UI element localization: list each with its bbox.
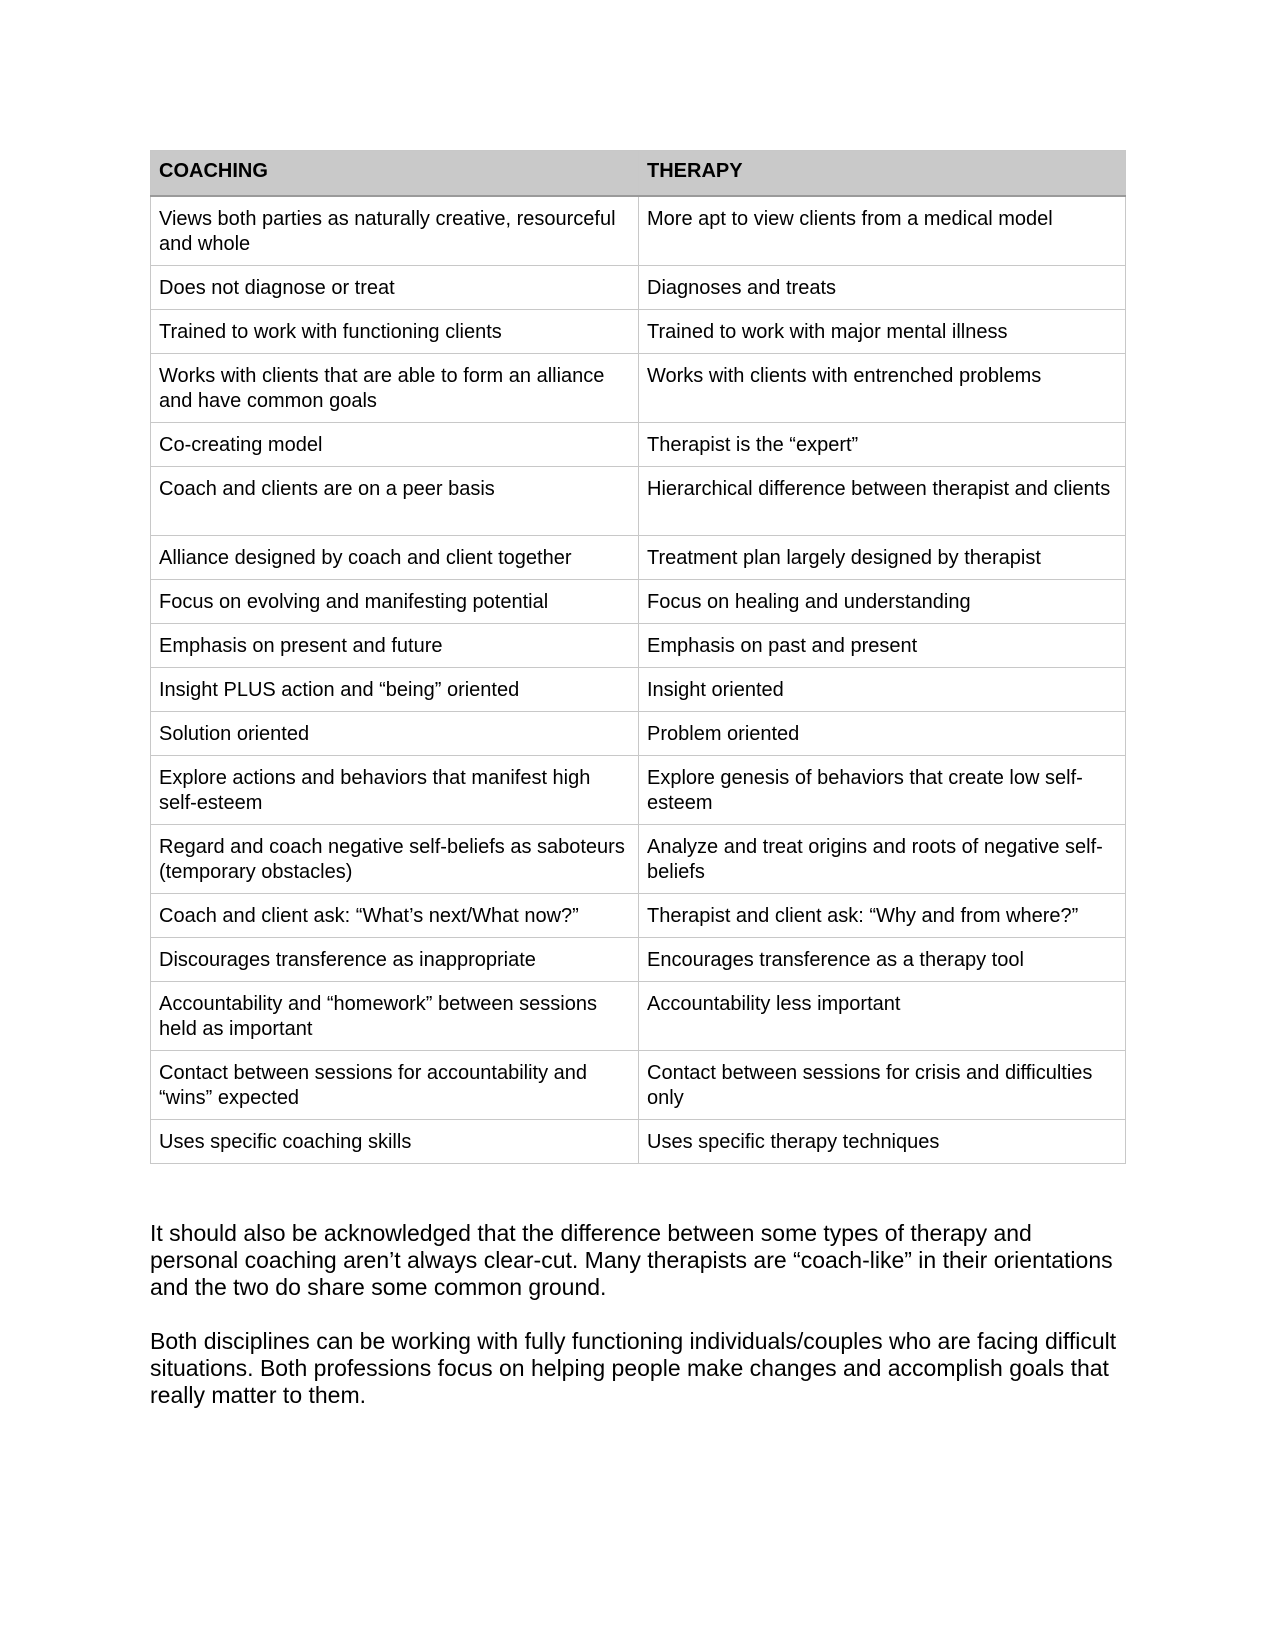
body-paragraph: It should also be acknowledged that the difference between some types of therapy and personal coaching aren’t always clear-cut. Many therapists are “coach-like” in their orientations and the two do share some common ground. (150, 1220, 1113, 1300)
therapy-cell: Therapist is the “expert” (639, 423, 1126, 467)
coaching-cell: Solution oriented (151, 712, 639, 756)
table-row (151, 196, 1126, 266)
therapy-cell: Uses specific therapy techniques (639, 1120, 1126, 1164)
table-row (151, 423, 1126, 467)
table-row (151, 756, 1126, 825)
header-coaching: COACHING (151, 151, 639, 197)
table-row (151, 894, 1126, 938)
coaching-cell: Coach and clients are on a peer basis (151, 467, 639, 536)
therapy-cell: Analyze and treat origins and roots of negative self-beliefs (639, 825, 1126, 894)
table-row (151, 580, 1126, 624)
coaching-cell: Focus on evolving and manifesting potential (151, 580, 639, 624)
table-row (151, 1120, 1126, 1164)
table-row (151, 982, 1126, 1051)
therapy-cell: Problem oriented (639, 712, 1126, 756)
coaching-cell: Discourages transference as inappropriate (151, 938, 639, 982)
table-row (151, 938, 1126, 982)
coaching-cell: Explore actions and behaviors that manifest high self-esteem (151, 756, 639, 825)
therapy-cell: Focus on healing and understanding (639, 580, 1126, 624)
coaching-cell: Uses specific coaching skills (151, 1120, 639, 1164)
coaching-cell: Contact between sessions for accountability and “wins” expected (151, 1051, 639, 1120)
coaching-cell: Insight PLUS action and “being” oriented (151, 668, 639, 712)
table-row (151, 1051, 1126, 1120)
table-row (151, 624, 1126, 668)
table-row (151, 354, 1126, 423)
table-row (151, 467, 1126, 536)
coaching-cell: Works with clients that are able to form an alliance and have common goals (151, 354, 639, 423)
therapy-cell: Encourages transference as a therapy tool (639, 938, 1126, 982)
header-therapy: THERAPY (639, 151, 1126, 197)
table-header-row (151, 151, 1126, 197)
table-row (151, 310, 1126, 354)
table-row (151, 825, 1126, 894)
therapy-cell: Treatment plan largely designed by therapist (639, 536, 1126, 580)
coaching-cell: Trained to work with functioning clients (151, 310, 639, 354)
therapy-cell: Hierarchical difference between therapist and clients (639, 467, 1126, 536)
table-row (151, 712, 1126, 756)
table-row (151, 536, 1126, 580)
table-row (151, 266, 1126, 310)
therapy-cell: Accountability less important (639, 982, 1126, 1051)
therapy-cell: Emphasis on past and present (639, 624, 1126, 668)
therapy-cell: Insight oriented (639, 668, 1126, 712)
therapy-cell: Works with clients with entrenched problems (639, 354, 1126, 423)
coaching-cell: Views both parties as naturally creative, resourceful and whole (151, 196, 639, 266)
therapy-cell: More apt to view clients from a medical model (639, 196, 1126, 266)
body-paragraph: Both disciplines can be working with fully functioning individuals/couples who are facing difficult situations. Both professions focus on helping people make changes and accomplish goals that really matter to them. (150, 1328, 1117, 1408)
coaching-cell: Does not diagnose or treat (151, 266, 639, 310)
therapy-cell: Diagnoses and treats (639, 266, 1126, 310)
coaching-cell: Alliance designed by coach and client together (151, 536, 639, 580)
therapy-cell: Contact between sessions for crisis and difficulties only (639, 1051, 1126, 1120)
coaching-cell: Emphasis on present and future (151, 624, 639, 668)
coaching-cell: Coach and client ask: “What’s next/What now?” (151, 894, 639, 938)
coaching-cell: Regard and coach negative self-beliefs as saboteurs (temporary obstacles) (151, 825, 639, 894)
coaching-cell: Co-creating model (151, 423, 639, 467)
comparison-table (150, 150, 1126, 1164)
table-row (151, 668, 1126, 712)
document-page (150, 150, 1125, 1409)
therapy-cell: Explore genesis of behaviors that create low self-esteem (639, 756, 1126, 825)
coaching-cell: Accountability and “homework” between sessions held as important (151, 982, 639, 1051)
therapy-cell: Therapist and client ask: “Why and from where?” (639, 894, 1126, 938)
therapy-cell: Trained to work with major mental illness (639, 310, 1126, 354)
